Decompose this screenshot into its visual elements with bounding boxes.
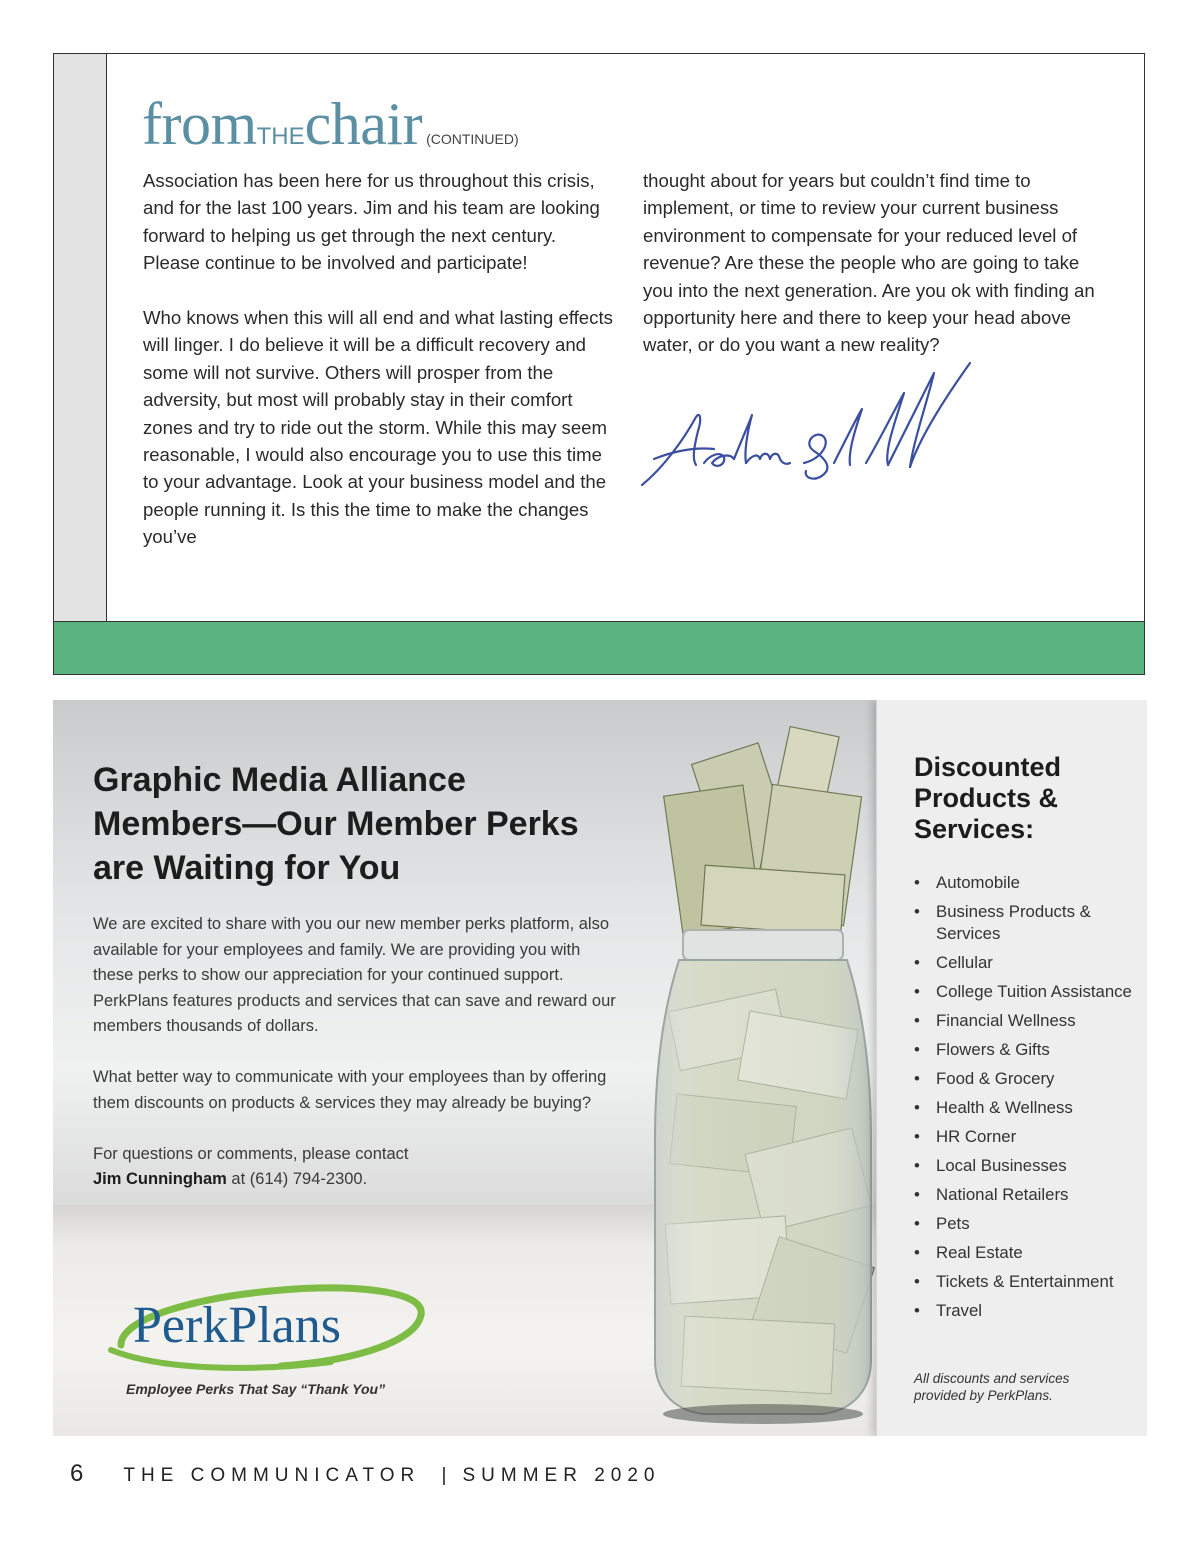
- money-jar-image: [613, 720, 893, 1436]
- contact-lead: For questions or comments, please contact: [93, 1144, 409, 1163]
- side-bar: [54, 54, 107, 623]
- ad-paragraph-2: What better way to communicate with your employees than by offering them discounts on products & services they may already be buying?: [93, 1068, 607, 1112]
- perks-note: All discounts and services provided by PerkPlans.: [914, 1371, 1070, 1403]
- perk-item: • Travel: [914, 1301, 983, 1320]
- title-chair: chair: [304, 91, 423, 157]
- logo-text: PerkPlans: [133, 1297, 341, 1354]
- title-continued: (CONTINUED): [426, 131, 519, 147]
- perk-item: • Pets: [914, 1214, 970, 1233]
- ad-headline: Graphic Media Alliance Members—Our Member Perks are Waiting for You: [93, 761, 579, 887]
- left-paragraph-1: Association has been here for us throughout this crisis, and for the last 100 years. Jim and his team are looking forward to helping us get through the next century. Please continue to be involved and participate!: [143, 170, 600, 274]
- perk-item: • Cellular: [914, 953, 993, 972]
- page-number: 6: [70, 1460, 84, 1487]
- right-paragraph-1: thought about for years but couldn’t find time to implement, or time to review your current business environment to compensate for your reduced level of revenue? Are these the people who are going to take you into the next generation. Are you ok with finding an opportunity here and there to keep your head above water, or do you want a new reality?: [643, 170, 1095, 356]
- perkplans-ad: [53, 700, 1147, 1436]
- left-paragraph-2: Who knows when this will all end and what lasting effects will linger. I do believe it will be a difficult recovery and some will not survive. Others will prosper from the adversity, but most will probably stay in their comfort zones and try to ride out the storm. While this may seem reasonable, I would also encourage you to use this time to your advantage. Look at your business model and the people running it. Is this the time to make the changes you’ve: [143, 307, 613, 548]
- perk-item: • Food & Grocery: [914, 1069, 1055, 1088]
- ad-contact: [93, 1142, 623, 1193]
- perk-item: • National Retailers: [914, 1185, 1069, 1204]
- perk-item: • HR Corner: [914, 1127, 1017, 1146]
- perk-item: • Flowers & Gifts: [914, 1040, 1050, 1059]
- footer-separator: |: [441, 1465, 453, 1486]
- section-title: [142, 90, 519, 157]
- left-column: [143, 167, 613, 578]
- perks-heading: Discounted Products & Services:: [914, 752, 1062, 844]
- perks-panel: [876, 700, 1147, 1436]
- publication-name: THE COMMUNICATOR: [123, 1465, 421, 1486]
- ad-paragraph-1: We are excited to share with you our new member perks platform, also available for your employees and family. We are providing you with these perks to show our appreciation for your continued support. PerkPlans features products and services that can save and reward our members thousands of dollars.: [93, 915, 616, 1035]
- right-column: [643, 167, 1113, 386]
- signature: [634, 359, 994, 499]
- perk-item: • Business Products & Services: [914, 902, 1091, 943]
- page-footer: [70, 1460, 660, 1488]
- perk-item: • Real Estate: [914, 1243, 1023, 1262]
- perkplans-logo: [101, 1270, 431, 1390]
- title-from: from: [142, 91, 257, 157]
- green-footer-bar: [54, 621, 1144, 674]
- from-the-chair-box: [53, 53, 1145, 675]
- contact-name: Jim Cunningham: [93, 1170, 227, 1188]
- title-the: THE: [256, 123, 305, 150]
- logo-tagline: Employee Perks That Say “Thank You”: [126, 1381, 386, 1397]
- perk-item: • Local Businesses: [914, 1156, 1067, 1175]
- contact-phone: at (614) 794-2300.: [226, 1170, 368, 1188]
- perk-item: • Tickets & Entertainment: [914, 1272, 1114, 1291]
- perks-list: [914, 872, 1134, 1329]
- issue-name: SUMMER 2020: [462, 1465, 661, 1486]
- perk-item: • Financial Wellness: [914, 1011, 1076, 1030]
- perk-item: • Automobile: [914, 873, 1020, 892]
- ad-body: [93, 912, 623, 1193]
- perk-item: • College Tuition Assistance: [914, 982, 1132, 1001]
- perk-item: • Health & Wellness: [914, 1098, 1073, 1117]
